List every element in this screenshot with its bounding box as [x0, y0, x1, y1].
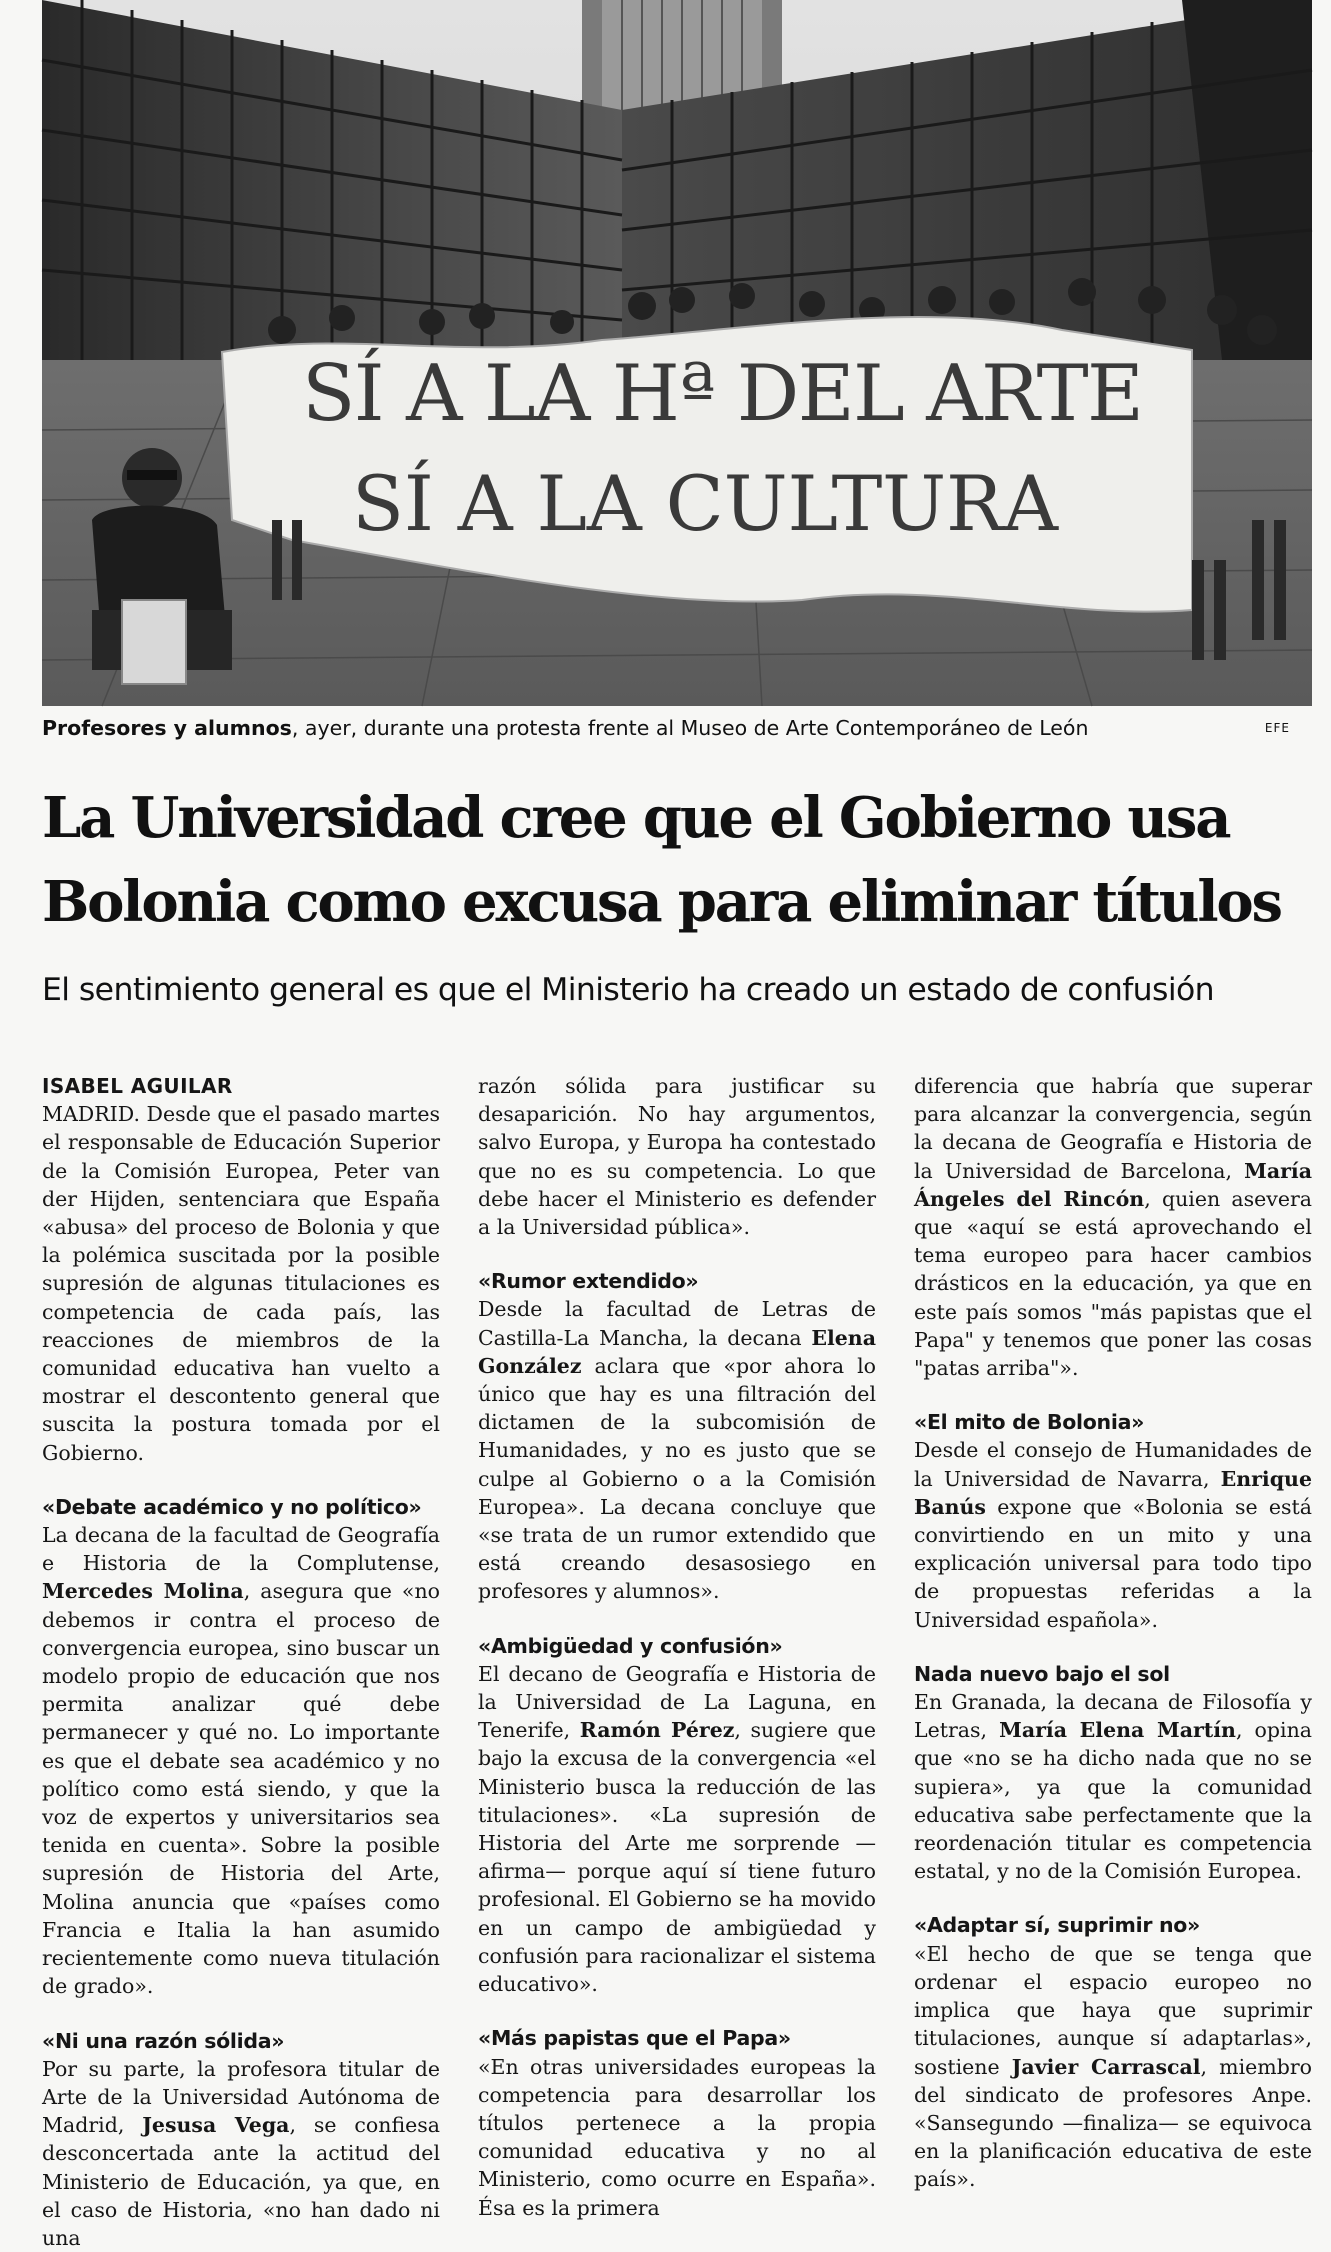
section-heading: «El mito de Bolonia» [914, 1410, 1145, 1435]
article-column-2 [478, 1072, 876, 2220]
section-heading: «Ambigüedad y confusión» [478, 1633, 783, 1658]
byline: ISABEL AGUILAR [42, 1074, 233, 1098]
paragraph: En Granada, la decana de Filosofía y Letras, María Elena Martín, opina que «no se ha dicho nada que no se supiera», ya que la comunidad educativa sabe perfectamente que la reordenación titular es competencia estatal, y no de la Comisión Europea. [914, 1690, 1312, 1884]
headline-line-2: Bolonia como excusa para eliminar títulos [42, 869, 1281, 935]
protest-photo-illustration [42, 0, 1312, 706]
article-column-1 [42, 1072, 440, 2250]
paragraph: La decana de la facultad de Geografía e Historia de la Complutense, Mercedes Molina, asegura que «no debemos ir contra el proceso de convergencia europea, sino buscar un modelo propio de educación que nos permita analizar qué debe permanecer y qué no. Lo importante es que el debate sea académico y no político como está siendo, y que la voz de expertos y universitarios sea tenida en cuenta». Sobre la posible supresión de Historia del Arte, Molina anuncia que «países como Francia e Italia la han asumido recientemente como nueva titulación de grado». [42, 1523, 440, 1999]
photo-credit: EFE [1264, 721, 1290, 735]
subheadline: El sentimiento general es que el Ministerio ha creado un estado de confusión [42, 972, 1215, 1008]
paragraph: razón sólida para justificar su desaparición. No hay argumentos, salvo Europa, y Europa ha contestado que no es su competencia. Lo que debe hacer el Ministerio es defender a la Universidad pública». [478, 1074, 876, 1240]
person-name: María Elena Martín [999, 1718, 1236, 1743]
person-name: María Ángeles del Rincón [914, 1158, 1312, 1211]
person-name: Javier Carrascal [1011, 2054, 1201, 2079]
paragraph: Por su parte, la profesora titular de Arte de la Universidad Autónoma de Madrid, Jesusa Vega, se confiesa desconcertada ante la actitud del Ministerio de Educación, ya que, en el caso de Historia, «no han dado ni una [42, 2056, 440, 2250]
photo-caption [42, 712, 1312, 744]
headline [42, 776, 1322, 944]
caption-text: , ayer, durante una protesta frente al Museo de Arte Contemporáneo de León [291, 716, 1089, 740]
paragraph: «En otras universidades europeas la competencia para desarrollar los títulos pertenece a la propia comunidad educativa y no al Ministerio, como ocurre en España». Ésa es la primera [478, 2054, 876, 2220]
person-name: Enrique Banús [914, 1466, 1312, 1519]
article-column-3 [914, 1072, 1312, 2192]
news-photo [42, 0, 1312, 706]
paragraph: Desde la facultad de Letras de Castilla-La Mancha, la decana Elena González aclara que «por ahora lo único que hay es una filtración del dictamen de la subcomisión de Humanidades, y no es justo que se culpe al Gobierno o a la Comisión Europea». La decana concluye que «se trata de un rumor extendido que está creando desasosiego en profesores y alumnos». [478, 1297, 876, 1604]
banner-line2: SÍ A LA CULTURA [352, 459, 1072, 548]
section-heading: «Ni una razón sólida» [42, 2028, 285, 2053]
banner-line1: SÍ A LA Hª DEL ARTE [302, 349, 1162, 439]
paragraph: MADRID. Desde que el pasado martes el responsable de Educación Superior de la Comisión Europea, Peter van der Hijden, sentenciara que España «abusa» del proceso de Bolonia y que la polémica suscitada por la posible supresión de algunas titulaciones es competencia de cada país, las reacciones de miembros de la comunidad educativa han vuelto a mostrar el descontento general que suscita la postura tomada por el Gobierno. [42, 1102, 440, 1465]
headline-line-1: La Universidad cree que el Gobierno usa [42, 785, 1230, 851]
paragraph: diferencia que habría que superar para alcanzar la convergencia, según la decana de Geografía e Historia de la Universidad de Barcelona, María Ángeles del Rincón, quien asevera que «aquí se está aprovechando el tema europeo para hacer cambios drásticos en la educación, ya que en este país somos "más papistas que el Papa" y tenemos que poner las cosas "patas arriba"». [914, 1074, 1312, 1381]
person-name: Elena González [478, 1325, 876, 1378]
paragraph: Desde el consejo de Humanidades de la Universidad de Navarra, Enrique Banús expone que «Bolonia se está convirtiendo en un mito y una explicación universal para todo tipo de propuestas referidas a la Universidad española». [914, 1438, 1312, 1632]
caption-lead: Profesores y alumnos [42, 716, 292, 740]
person-name: Mercedes Molina [42, 1579, 244, 1604]
person-name: Jesusa Vega [142, 2113, 290, 2138]
person-name: Ramón Pérez [579, 1718, 735, 1743]
paragraph: «El hecho de que se tenga que ordenar el espacio europeo no implica que haya que suprimir titulaciones, aunque sí adaptarlas», sostiene Javier Carrascal, miembro del sindicato de profesores Anpe. «Sansegundo —finaliza— se equivoca en la planificación educativa de este país». [914, 1941, 1312, 2192]
section-heading: «Adaptar sí, suprimir no» [914, 1913, 1200, 1938]
section-heading: «Rumor extendido» [478, 1269, 699, 1294]
section-heading: Nada nuevo bajo el sol [914, 1661, 1170, 1686]
section-heading: «Más papistas que el Papa» [478, 2026, 791, 2051]
paragraph: El decano de Geografía e Historia de la Universidad de La Laguna, en Tenerife, Ramón Pérez, sugiere que bajo la excusa de la convergencia «el Ministerio busca la reducción de las titulaciones». «La supresión de Historia del Arte me sorprende —afirma— porque aquí sí tiene futuro profesional. El Gobierno se ha movido en un campo de ambigüedad y confusión para racionalizar el sistema educativo». [478, 1661, 876, 1997]
section-heading: «Debate académico y no político» [42, 1494, 422, 1519]
